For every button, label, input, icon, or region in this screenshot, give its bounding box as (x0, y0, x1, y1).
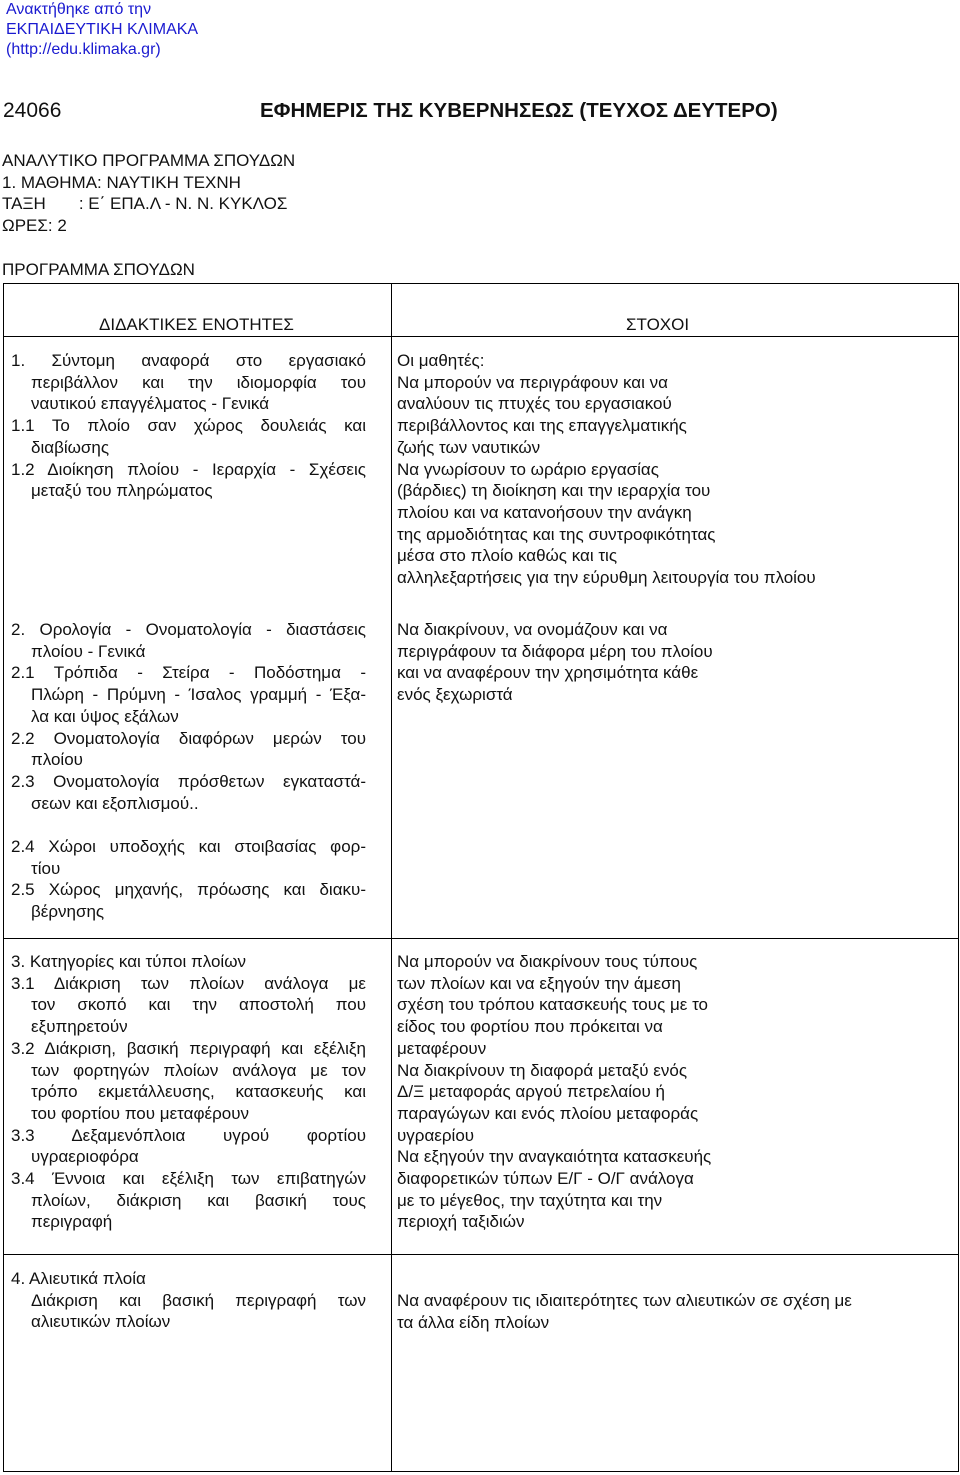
unit-line: τίου (31, 858, 61, 878)
unit-line: σεων και εξοπλισμού.. (31, 793, 199, 813)
goal-line: αλληλεξαρτήσεις για την εύρυθμη λειτουργία του πλοίου (397, 568, 816, 588)
unit-line: 2.1 Τρόπιδα - Στείρα - Ποδόστημα - (11, 663, 366, 683)
unit-line: 1.2 Διοίκηση πλοίου - Ιεραρχία - Σχέσεις (11, 459, 366, 479)
unit-line: αλιευτικών πλοίων (31, 1312, 171, 1332)
header-divider (4, 336, 958, 337)
program-title: ΠΡΟΓΡΑΜΜΑ ΣΠΟΥΔΩΝ (2, 260, 195, 279)
goal-line: μεταφέρουν (397, 1038, 487, 1058)
goal-line: της αρμοδιότητας και της συντροφικότητας (397, 524, 716, 544)
goal-line: παραγώγων και ενός πλοίου μεταφοράς (397, 1103, 699, 1123)
unit-line: μεταξύ του πληρώματος (31, 481, 213, 501)
unit-line: βέρνησης (31, 902, 105, 922)
goal-line: και να αναφέρουν την χρησιμότητα κάθε (397, 663, 699, 683)
goal-line: Να μπορούν να διακρίνουν τους τύπους (397, 952, 698, 971)
unit-line: διαβίωσης (31, 437, 110, 457)
unit-line: Πλώρη - Πρύμνη - Ίσαλος γραμμή - Έξα- (31, 685, 366, 705)
unit-line: Διάκριση και βασική περιγραφή των (31, 1290, 366, 1310)
column-header-goals: ΣΤΟΧΟΙ (626, 315, 690, 334)
hours-line: ΩΡΕΣ: 2 (2, 215, 67, 235)
unit-line: πλοίου (31, 750, 83, 770)
unit-line: 1. Σύντομη αναφορά στο εργασιακό (11, 351, 366, 370)
unit-line: 2. Ορολογία - Ονοματολογία - διαστάσεις (11, 620, 366, 639)
unit-line: πλοίου - Γενικά (31, 641, 146, 661)
unit-line: 2.3 Ονοματολογία πρόσθετων εγκαταστά- (11, 771, 366, 791)
goal-line: Να μπορούν να περιγράφουν και να (397, 372, 668, 392)
unit-line: 3.2 Διάκριση, βασική περιγραφή και εξέλιξη (11, 1038, 366, 1058)
watermark-line: ΕΚΠΑΙΔΕΥΤΙΚΗ ΚΛΙΜΑΚΑ (6, 21, 199, 38)
unit-line: των φορτηγών πλοίων ανάλογα με τον (31, 1060, 366, 1080)
goal-line: διαφορετικών τύπων Ε/Γ - Ο/Γ ανάλογα (397, 1169, 694, 1189)
goal-line: Να διακρίνουν, να ονομάζουν και να (397, 620, 668, 639)
goal-line: Δ/Ξ μεταφοράς αργού πετρελαίου ή (397, 1082, 665, 1102)
gazette-title: ΕΦΗΜΕΡΙΣ ΤΗΣ ΚΥΒΕΡΝΗΣΕΩΣ (ΤΕΥΧΟΣ ΔΕΥΤΕΡΟ) (260, 99, 778, 122)
goal-line: Να γνωρίσουν το ωράριο εργασίας (397, 459, 659, 479)
unit-line: 4. Αλιευτικά πλοία (11, 1269, 146, 1288)
course-meta (2, 150, 295, 236)
unit-line: τον σκοπό και την αποστολή που (31, 995, 366, 1015)
unit-line: 3.4 Έννοια και εξέλιξη των επιβατηγών (11, 1169, 366, 1189)
class-line: ΤΑΞΗ : Ε΄ ΕΠΑ.Λ - Ν. Ν. ΚΥΚΛΟΣ (2, 194, 288, 213)
goal-line: αναλύουν τις πτυχές του εργασιακού (397, 394, 672, 414)
course-name: 1. ΜΑΘΗΜΑ: ΝΑΥΤΙΚΗ ΤΕΧΝΗ (2, 172, 241, 192)
page-number: 24066 (3, 99, 62, 122)
goal-line: με το μέγεθος, την ταχύτητα και την (397, 1190, 663, 1210)
goals-cell (397, 619, 952, 706)
goal-line: ζωής των ναυτικών (397, 437, 541, 457)
column-header-units: ΔΙΔΑΚΤΙΚΕΣ ΕΝΟΤΗΤΕΣ (99, 315, 294, 334)
goal-line: (βάρδιες) τη διοίκηση και την ιεραρχία του (397, 481, 711, 501)
watermark-link[interactable] (6, 0, 198, 60)
goals-cell (397, 1290, 952, 1333)
goal-line: υγραερίου (397, 1125, 475, 1145)
goal-line: τα άλλα είδη πλοίων (397, 1312, 550, 1332)
unit-line: του φορτίου που μεταφέρουν (31, 1103, 249, 1123)
goals-cell (397, 951, 952, 1233)
goal-line: πλοίου και να κατανοήσουν την ανάγκη (397, 502, 692, 522)
goal-line: Να εξηγούν την αναγκαιότητα κατασκευής (397, 1147, 712, 1167)
goal-line: Να διακρίνουν τη διαφορά μεταξύ ενός (397, 1060, 688, 1080)
goal-line: ενός ξεχωριστά (397, 685, 513, 705)
unit-line: 3. Κατηγορίες και τύποι πλοίων (11, 952, 246, 971)
unit-line: υγραεριοφόρα (31, 1147, 139, 1167)
unit-line: περιγραφή (31, 1212, 113, 1232)
units-cell (11, 350, 366, 502)
goal-line: Οι μαθητές: (397, 351, 485, 370)
goal-line: Να αναφέρουν τις ιδιαιτερότητες των αλιευτικών σε σχέση με (397, 1291, 852, 1310)
unit-line: 2.4 Χώροι υποδοχής και στοιβασίας φορ- (11, 837, 366, 856)
unit-line: εξυπηρετούν (31, 1017, 128, 1037)
syllabus-table (3, 283, 959, 1472)
row-divider (4, 1254, 958, 1255)
goal-line: σχέση του τρόπου κατασκευής τους με το (397, 995, 709, 1015)
goal-line: μέσα στο πλοίο καθώς και τις (397, 546, 618, 566)
goal-line: είδος του φορτίου που πρόκειται να (397, 1017, 663, 1037)
units-cell (11, 1268, 366, 1333)
row-divider (4, 938, 958, 939)
unit-line: 3.3 Δεξαμενόπλοια υγρού φορτίου (11, 1125, 366, 1145)
unit-line: ναυτικού επαγγέλματος - Γενικά (31, 394, 270, 414)
goals-cell (397, 350, 952, 589)
units-cell (11, 951, 366, 1233)
goal-line: περιοχή ταξιδιών (397, 1212, 525, 1232)
unit-line: 3.1 Διάκριση των πλοίων ανάλογα με (11, 973, 366, 993)
unit-line: πλοίων, διάκριση και βασική τους (31, 1190, 366, 1210)
program-heading: ΑΝΑΛΥΤΙΚΟ ΠΡΟΓΡΑΜΜΑ ΣΠΟΥΔΩΝ (2, 151, 296, 170)
unit-line: περιβάλλον και την ιδιομορφία του (31, 372, 366, 392)
watermark-line: (http://edu.klimaka.gr) (6, 41, 161, 58)
watermark-line: Ανακτήθηκε από την (6, 1, 152, 18)
unit-line: 2.2 Ονοματολογία διαφόρων μερών του (11, 728, 366, 748)
goal-line: περιγράφουν τα διάφορα μέρη του πλοίου (397, 641, 713, 661)
unit-line: 1.1 Το πλοίο σαν χώρος δουλειάς και (11, 416, 366, 436)
units-cell (11, 836, 366, 923)
goal-line: των πλοίων και να εξηγούν την άμεση (397, 973, 682, 993)
unit-line: 2.5 Χώρος μηχανής, πρόωσης και διακυ- (11, 880, 366, 900)
units-cell (11, 619, 366, 814)
goal-line: περιβάλλοντος και της επαγγελματικής (397, 416, 687, 436)
unit-line: λα και ύψος εξάλων (31, 706, 179, 726)
column-divider (391, 284, 392, 1471)
unit-line: τρόπο εκμετάλλευσης, κατασκευής και (31, 1082, 366, 1102)
